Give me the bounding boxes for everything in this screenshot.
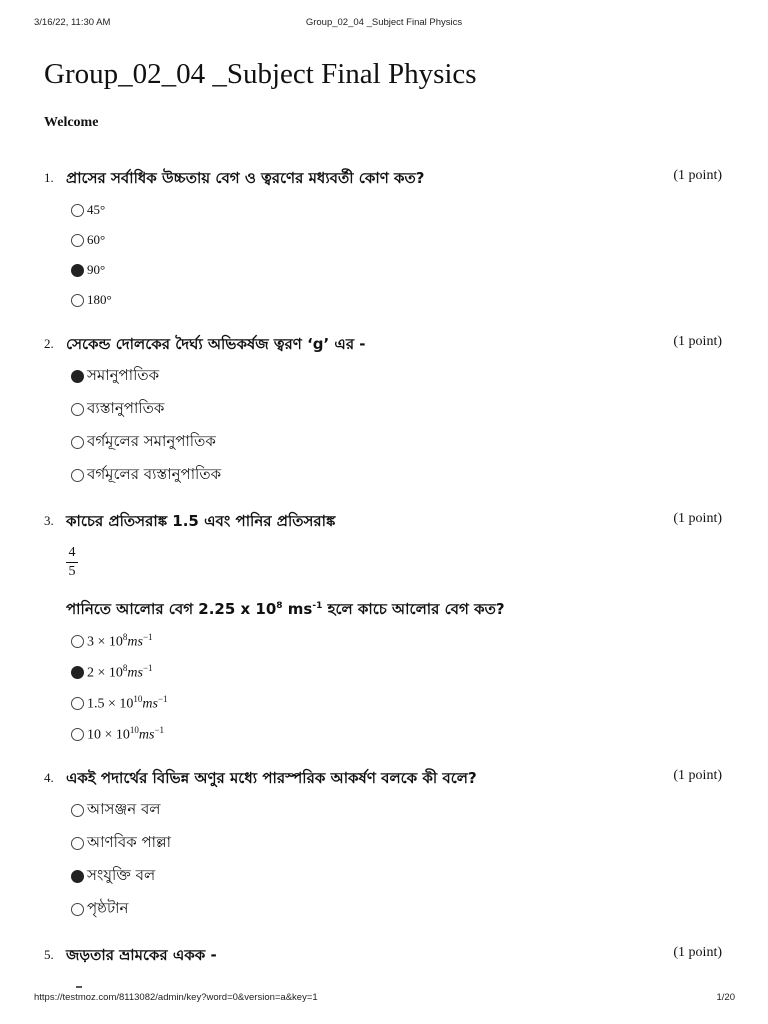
option-q3-a[interactable] bbox=[71, 631, 153, 651]
question-text: জড়তার ভ্রামকের একক - bbox=[66, 946, 217, 964]
radio-button[interactable] bbox=[71, 903, 84, 916]
option-math bbox=[87, 725, 164, 744]
math-coef: 10 × 10 bbox=[87, 727, 130, 743]
print-doc-title: Group_02_04 _Subject Final Physics bbox=[305, 17, 463, 28]
option-q1-a[interactable] bbox=[71, 200, 105, 220]
question-points: (1 point) bbox=[673, 511, 722, 526]
radio-button[interactable] bbox=[71, 403, 84, 416]
fraction bbox=[66, 545, 78, 580]
option-q4-a[interactable] bbox=[71, 800, 160, 820]
option-q4-c[interactable] bbox=[71, 866, 155, 886]
print-footer bbox=[0, 992, 768, 1008]
question-number: 1. bbox=[44, 170, 54, 185]
option-label: বর্গমূলের সমানুপাতিক bbox=[87, 431, 216, 450]
math-unit: ms bbox=[138, 727, 155, 743]
radio-button[interactable] bbox=[71, 635, 84, 648]
print-datetime: 3/16/22, 11:30 AM bbox=[34, 17, 111, 28]
option-q2-a[interactable] bbox=[71, 366, 159, 386]
subtext-exponent: -1 bbox=[312, 601, 323, 611]
radio-button-selected[interactable] bbox=[71, 370, 84, 383]
option-q3-b[interactable] bbox=[71, 662, 153, 682]
radio-button[interactable] bbox=[71, 294, 84, 307]
subtext-part: পানিতে আলোর বেগ 2.25 x 10 bbox=[66, 600, 277, 618]
question-text: প্রাসের সর্বাধিক উচ্চতায় বেগ ও ত্বরণের মধ্যবর্তী কোণ কত? bbox=[66, 169, 425, 187]
question-text: সেকেন্ড দোলকের দৈর্ঘ্য অভিকর্ষজ ত্বরণ ‘g’ এর - bbox=[66, 335, 366, 353]
option-q1-d[interactable] bbox=[71, 290, 112, 310]
print-url: https://testmoz.com/8113082/admin/key?word=0&version=a&key=1 bbox=[34, 992, 318, 1003]
radio-button[interactable] bbox=[71, 469, 84, 482]
option-q1-c[interactable] bbox=[71, 260, 105, 280]
option-label: ব্যস্তানুপাতিক bbox=[87, 398, 165, 417]
radio-button[interactable] bbox=[71, 234, 84, 247]
option-q4-b[interactable] bbox=[71, 833, 171, 853]
option-label: সংযুক্তি বল bbox=[87, 865, 156, 884]
question-points: (1 point) bbox=[673, 334, 722, 349]
math-unit-exp: −1 bbox=[142, 631, 153, 642]
option-label: আসঞ্জন বল bbox=[87, 799, 161, 818]
radio-button[interactable] bbox=[71, 697, 84, 710]
radio-button[interactable] bbox=[71, 436, 84, 449]
option-label: পৃষ্ঠটান bbox=[87, 898, 129, 917]
option-label: 180° bbox=[87, 292, 112, 307]
radio-button[interactable] bbox=[71, 204, 84, 217]
option-q3-d[interactable] bbox=[71, 724, 164, 744]
radio-button-selected[interactable] bbox=[71, 870, 84, 883]
math-coef: 1.5 × 10 bbox=[87, 696, 134, 712]
math-coef: 2 × 10 bbox=[87, 665, 123, 681]
math-unit-exp: −1 bbox=[154, 724, 165, 735]
math-exp: 10 bbox=[129, 724, 139, 735]
math-exp: 8 bbox=[122, 631, 128, 642]
subtext-part: হলে কাচে আলোর বেগ কত? bbox=[322, 600, 505, 618]
math-coef: 3 × 10 bbox=[87, 634, 123, 650]
option-q2-b[interactable] bbox=[71, 399, 164, 419]
print-page-number: 1/20 bbox=[716, 992, 735, 1003]
question-points: (1 point) bbox=[673, 168, 722, 183]
math-unit-exp: −1 bbox=[157, 693, 168, 704]
fraction-denominator: 5 bbox=[68, 564, 76, 579]
welcome-text: Welcome bbox=[44, 115, 99, 130]
fraction-numerator: 4 bbox=[68, 545, 76, 560]
option-q1-b[interactable] bbox=[71, 230, 105, 250]
math-unit: ms bbox=[142, 696, 158, 712]
option-q2-c[interactable] bbox=[71, 432, 216, 452]
question-number: 4. bbox=[44, 770, 54, 785]
question-number: 5. bbox=[44, 947, 54, 962]
option-label: 60° bbox=[87, 232, 106, 247]
option-math bbox=[87, 663, 153, 682]
option-math bbox=[87, 632, 153, 651]
question-number: 3. bbox=[44, 513, 54, 528]
question-number: 2. bbox=[44, 336, 54, 351]
page-title: Group_02_04 _Subject Final Physics bbox=[44, 58, 477, 90]
question-points: (1 point) bbox=[673, 768, 722, 783]
option-label: সমানুপাতিক bbox=[87, 365, 160, 384]
math-exp: 8 bbox=[122, 662, 128, 673]
option-q3-c[interactable] bbox=[71, 693, 168, 713]
option-label: 45° bbox=[87, 202, 106, 217]
option-q4-d[interactable] bbox=[71, 899, 128, 919]
question-text: একই পদার্থের বিভিন্ন অণুর মধ্যে পারস্পরিক আকর্ষণ বলকে কী বলে? bbox=[66, 769, 477, 787]
subtext-part: ms bbox=[282, 600, 313, 618]
math-unit-exp: −1 bbox=[142, 662, 153, 673]
radio-button[interactable] bbox=[71, 728, 84, 741]
print-header bbox=[0, 17, 768, 33]
option-label: আণবিক পাল্লা bbox=[87, 832, 172, 851]
option-q2-d[interactable] bbox=[71, 465, 221, 485]
question-points: (1 point) bbox=[673, 945, 722, 960]
subtext-exponent: 8 bbox=[276, 601, 283, 611]
option-label: 90° bbox=[87, 262, 106, 277]
option-math bbox=[87, 694, 168, 713]
question-text: কাচের প্রতিসরাঙ্ক 1.5 এবং পানির প্রতিসরাঙ্ক bbox=[66, 512, 336, 530]
fraction-bar bbox=[66, 562, 78, 563]
option-label: বর্গমূলের ব্যস্তানুপাতিক bbox=[87, 464, 222, 483]
radio-button[interactable] bbox=[71, 837, 84, 850]
question-subtext bbox=[66, 598, 505, 623]
radio-button-selected[interactable] bbox=[71, 666, 84, 679]
math-exp: 10 bbox=[133, 693, 143, 704]
page-cut-mark bbox=[76, 986, 82, 988]
math-unit: ms bbox=[127, 665, 143, 681]
radio-button[interactable] bbox=[71, 804, 84, 817]
radio-button-selected[interactable] bbox=[71, 264, 84, 277]
math-unit: ms bbox=[127, 634, 143, 650]
